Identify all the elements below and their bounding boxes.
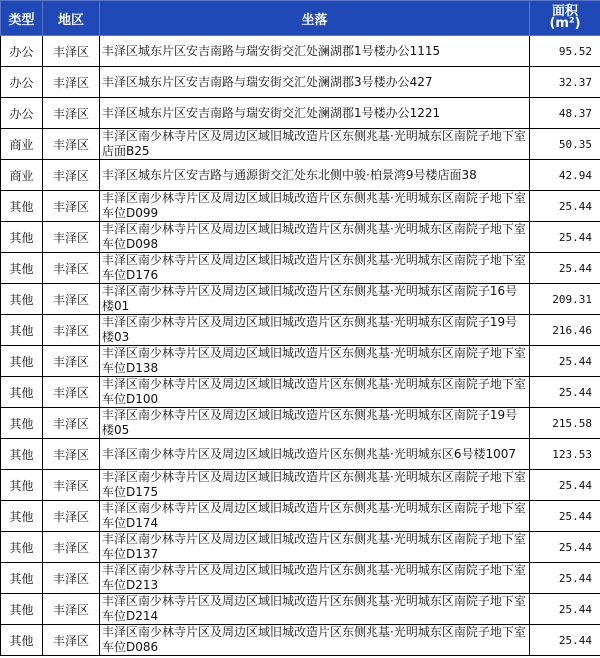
table-row[interactable] bbox=[1, 253, 600, 284]
header-type[interactable]: 类型 bbox=[1, 1, 43, 36]
cell-type[interactable]: 其他 bbox=[1, 532, 43, 563]
cell-location[interactable]: 丰泽区南少林寺片区及周边区域旧城改造片区东侧兆基·光明城东区南院子地下室车位D098 bbox=[100, 222, 530, 253]
table-row[interactable] bbox=[1, 501, 600, 532]
cell-location[interactable]: 丰泽区南少林寺片区及周边区域旧城改造片区东侧兆基·光明城东区6号楼1007 bbox=[100, 439, 530, 470]
header-region[interactable]: 地区 bbox=[43, 1, 100, 36]
cell-area[interactable]: 25.44 bbox=[530, 532, 600, 563]
cell-region[interactable]: 丰泽区 bbox=[43, 470, 100, 501]
cell-region[interactable]: 丰泽区 bbox=[43, 625, 100, 656]
cell-region[interactable]: 丰泽区 bbox=[43, 315, 100, 346]
cell-location[interactable]: 丰泽区南少林寺片区及周边区域旧城改造片区东侧兆基·光明城东区南院子地下室车位D099 bbox=[100, 191, 530, 222]
cell-region[interactable]: 丰泽区 bbox=[43, 67, 100, 98]
table-row[interactable] bbox=[1, 470, 600, 501]
cell-type[interactable]: 商业 bbox=[1, 160, 43, 191]
cell-type[interactable]: 其他 bbox=[1, 253, 43, 284]
header-area-unit: (m²) bbox=[549, 16, 581, 31]
cell-location[interactable]: 丰泽区南少林寺片区及周边区域旧城改造片区东侧兆基·光明城东区南院子地下室车位D213 bbox=[100, 563, 530, 594]
cell-location[interactable]: 丰泽区南少林寺片区及周边区域旧城改造片区东侧兆基·光明城东区南院子地下室车位D138 bbox=[100, 346, 530, 377]
cell-area[interactable]: 215.58 bbox=[530, 408, 600, 439]
cell-location[interactable]: 丰泽区南少林寺片区及周边区域旧城改造片区东侧兆基·光明城东区南院子19号楼03 bbox=[100, 315, 530, 346]
cell-area[interactable]: 25.44 bbox=[530, 377, 600, 408]
cell-location[interactable]: 丰泽区南少林寺片区及周边区域旧城改造片区东侧兆基·光明城东区南院子地下室车位D137 bbox=[100, 532, 530, 563]
cell-location[interactable]: 丰泽区城东片区安吉南路与瑞安街交汇处澜湖郡1号楼办公1221 bbox=[100, 98, 530, 129]
cell-location[interactable]: 丰泽区城东片区安吉南路与瑞安街交汇处澜湖郡3号楼办公427 bbox=[100, 67, 530, 98]
cell-area[interactable]: 123.53 bbox=[530, 439, 600, 470]
cell-type[interactable]: 其他 bbox=[1, 501, 43, 532]
cell-area[interactable]: 95.52 bbox=[530, 36, 600, 67]
cell-region[interactable]: 丰泽区 bbox=[43, 439, 100, 470]
table-row[interactable] bbox=[1, 98, 600, 129]
cell-type[interactable]: 其他 bbox=[1, 346, 43, 377]
cell-location[interactable]: 丰泽区南少林寺片区及周边区域旧城改造片区东侧兆基·光明城东区南院子地下室车位D100 bbox=[100, 377, 530, 408]
cell-type[interactable]: 其他 bbox=[1, 315, 43, 346]
cell-type[interactable]: 其他 bbox=[1, 470, 43, 501]
cell-region[interactable]: 丰泽区 bbox=[43, 594, 100, 625]
cell-area[interactable]: 25.44 bbox=[530, 253, 600, 284]
table-body bbox=[1, 36, 600, 656]
table-row[interactable] bbox=[1, 408, 600, 439]
table-row[interactable] bbox=[1, 160, 600, 191]
cell-type[interactable]: 其他 bbox=[1, 563, 43, 594]
cell-region[interactable]: 丰泽区 bbox=[43, 253, 100, 284]
cell-area[interactable]: 25.44 bbox=[530, 563, 600, 594]
cell-location[interactable]: 丰泽区南少林寺片区及周边区域旧城改造片区东侧兆基·光明城东区南院子地下室车位D214 bbox=[100, 594, 530, 625]
table-row[interactable] bbox=[1, 191, 600, 222]
cell-region[interactable]: 丰泽区 bbox=[43, 408, 100, 439]
header-area-label: 面积 bbox=[551, 4, 578, 19]
cell-region[interactable]: 丰泽区 bbox=[43, 284, 100, 315]
cell-type[interactable]: 办公 bbox=[1, 98, 43, 129]
cell-location[interactable]: 丰泽区南少林寺片区及周边区域旧城改造片区东侧兆基·光明城东区南院子地下室车位D175 bbox=[100, 470, 530, 501]
cell-area[interactable]: 209.31 bbox=[530, 284, 600, 315]
cell-area[interactable]: 25.44 bbox=[530, 501, 600, 532]
header-location[interactable]: 坐落 bbox=[100, 1, 530, 36]
cell-region[interactable]: 丰泽区 bbox=[43, 191, 100, 222]
table-row[interactable] bbox=[1, 594, 600, 625]
table-row[interactable] bbox=[1, 346, 600, 377]
cell-type[interactable]: 其他 bbox=[1, 625, 43, 656]
cell-location[interactable]: 丰泽区南少林寺片区及周边区域旧城改造片区东侧兆基·光明城东区南院子地下室车位D174 bbox=[100, 501, 530, 532]
cell-area[interactable]: 50.35 bbox=[530, 129, 600, 160]
cell-type[interactable]: 其他 bbox=[1, 594, 43, 625]
cell-type[interactable]: 办公 bbox=[1, 67, 43, 98]
table-row[interactable] bbox=[1, 129, 600, 160]
table-row[interactable] bbox=[1, 532, 600, 563]
cell-type[interactable]: 其他 bbox=[1, 191, 43, 222]
cell-type[interactable]: 其他 bbox=[1, 439, 43, 470]
cell-type[interactable]: 其他 bbox=[1, 408, 43, 439]
cell-area[interactable]: 216.46 bbox=[530, 315, 600, 346]
table-row[interactable] bbox=[1, 625, 600, 656]
cell-location[interactable]: 丰泽区城东片区安吉南路与瑞安街交汇处澜湖郡1号楼办公1115 bbox=[100, 36, 530, 67]
cell-location[interactable]: 丰泽区城东片区安吉路与通源街交汇处东北侧中骏·柏景湾9号楼店面38 bbox=[100, 160, 530, 191]
cell-area[interactable]: 42.94 bbox=[530, 160, 600, 191]
cell-area[interactable]: 25.44 bbox=[530, 594, 600, 625]
header-area[interactable] bbox=[530, 1, 600, 36]
cell-location[interactable]: 丰泽区南少林寺片区及周边区域旧城改造片区东侧兆基·光明城东区南院子地下室店面B25 bbox=[100, 129, 530, 160]
table-row[interactable] bbox=[1, 67, 600, 98]
cell-location[interactable]: 丰泽区南少林寺片区及周边区域旧城改造片区东侧兆基·光明城东区南院子19号楼05 bbox=[100, 408, 530, 439]
table-row[interactable] bbox=[1, 315, 600, 346]
cell-location[interactable]: 丰泽区南少林寺片区及周边区域旧城改造片区东侧兆基·光明城东区南院子地下室车位D176 bbox=[100, 253, 530, 284]
cell-type[interactable]: 商业 bbox=[1, 129, 43, 160]
cell-location[interactable]: 丰泽区南少林寺片区及周边区域旧城改造片区东侧兆基·光明城东区南院子16号楼01 bbox=[100, 284, 530, 315]
cell-type[interactable]: 其他 bbox=[1, 377, 43, 408]
cell-area[interactable]: 25.44 bbox=[530, 625, 600, 656]
cell-area[interactable]: 25.44 bbox=[530, 222, 600, 253]
cell-area[interactable]: 32.37 bbox=[530, 67, 600, 98]
cell-region[interactable]: 丰泽区 bbox=[43, 532, 100, 563]
table-row[interactable] bbox=[1, 439, 600, 470]
cell-region[interactable]: 丰泽区 bbox=[43, 129, 100, 160]
cell-type[interactable]: 其他 bbox=[1, 284, 43, 315]
cell-region[interactable]: 丰泽区 bbox=[43, 501, 100, 532]
cell-region[interactable]: 丰泽区 bbox=[43, 377, 100, 408]
cell-region[interactable]: 丰泽区 bbox=[43, 160, 100, 191]
table-row[interactable] bbox=[1, 36, 600, 67]
cell-area[interactable]: 25.44 bbox=[530, 470, 600, 501]
cell-region[interactable]: 丰泽区 bbox=[43, 36, 100, 67]
table-header bbox=[1, 1, 600, 36]
table-row[interactable] bbox=[1, 377, 600, 408]
cell-type[interactable]: 办公 bbox=[1, 36, 43, 67]
table-row[interactable] bbox=[1, 284, 600, 315]
table-row[interactable] bbox=[1, 222, 600, 253]
header-row bbox=[1, 1, 600, 36]
cell-area[interactable]: 48.37 bbox=[530, 98, 600, 129]
cell-area[interactable]: 25.44 bbox=[530, 346, 600, 377]
cell-region[interactable]: 丰泽区 bbox=[43, 98, 100, 129]
cell-type[interactable]: 其他 bbox=[1, 222, 43, 253]
cell-region[interactable]: 丰泽区 bbox=[43, 346, 100, 377]
cell-location[interactable]: 丰泽区南少林寺片区及周边区域旧城改造片区东侧兆基·光明城东区南院子地下室车位D086 bbox=[100, 625, 530, 656]
cell-area[interactable]: 25.44 bbox=[530, 191, 600, 222]
cell-region[interactable]: 丰泽区 bbox=[43, 563, 100, 594]
cell-region[interactable]: 丰泽区 bbox=[43, 222, 100, 253]
table-row[interactable] bbox=[1, 563, 600, 594]
